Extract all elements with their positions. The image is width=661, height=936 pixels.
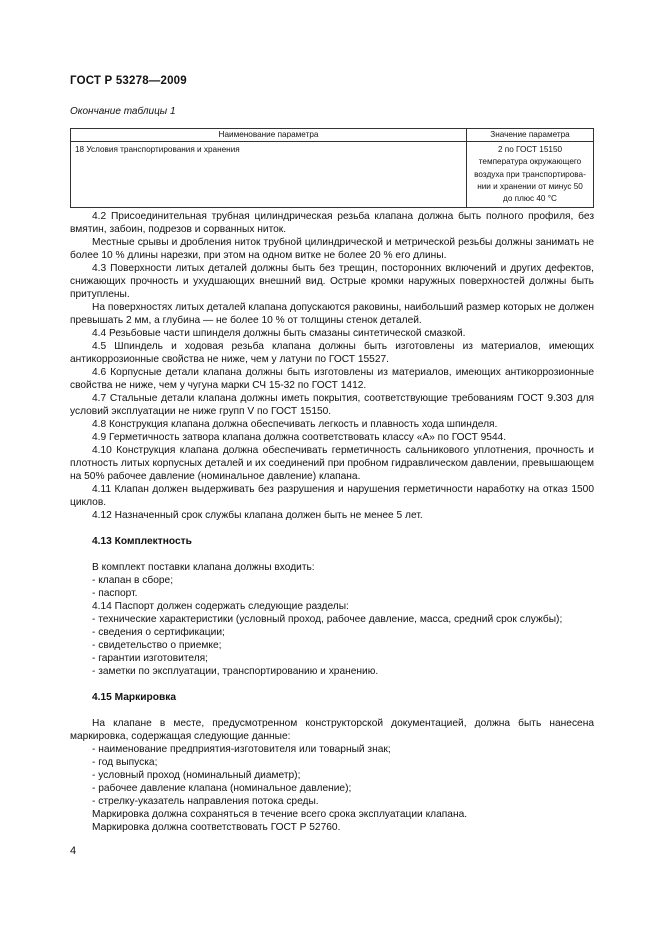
list-item: - клапан в сборе;	[92, 575, 174, 586]
value-line: до плюс 40 °С	[503, 194, 557, 204]
document-body	[70, 210, 594, 834]
list-item: - технические характеристики (условный проход, рабочее давление, масса, средний срок службы);	[92, 614, 563, 625]
list-item: - стрелку-указатель направления потока среды.	[92, 796, 319, 807]
table-header-row	[71, 129, 594, 142]
list-item: - паспорт.	[92, 588, 138, 599]
list-item: - свидетельство о приемке;	[92, 640, 222, 651]
table-cell-name: 18 Условия транспортирования и хранения	[71, 142, 467, 208]
value-line: температура окружающего	[478, 157, 582, 167]
paragraph: На поверхностях литых деталей клапана допускаются раковины, наибольший размер которых не должен превышать 2 мм, а глубина — не более 10 % от толщины стенок деталей.	[70, 302, 594, 326]
table-cell-value	[467, 142, 594, 208]
paragraph: 4.9 Герметичность затвора клапана должна соответствовать классу «А» по ГОСТ 9544.	[92, 432, 507, 443]
paragraph: 4.5 Шпиндель и ходовая резьба клапана должны быть изготовлены из материалов, имеющих антикоррозионные свойства не ниже, чем у латуни по ГОСТ 15527.	[70, 341, 594, 365]
section-heading-marking: 4.15 Маркировка	[92, 692, 176, 703]
paragraph: 4.6 Корпусные детали клапана должны быть изготовлены из материалов, имеющих антикоррозионные свойства не ниже, чем у чугуна марки СЧ 15-32 по ГОСТ 1412.	[70, 367, 594, 391]
column-header-value: Значение параметра	[467, 129, 594, 142]
paragraph: Маркировка должна сохраняться в течение всего срока эксплуатации клапана.	[92, 809, 468, 820]
document-code-header: ГОСТ Р 53278—2009	[70, 75, 187, 87]
paragraph: 4.8 Конструкция клапана должна обеспечивать легкость и плавность хода шпинделя.	[92, 419, 498, 430]
list-item: - год выпуска;	[92, 757, 158, 768]
page-number: 4	[70, 845, 77, 857]
paragraph: 4.7 Стальные детали клапана должны иметь покрытия, соответствующие требованиям ГОСТ 9.303 для условий эксплуатации не ниже групп V по ГОСТ 15150.	[70, 393, 594, 417]
list-item: - гарантии изготовителя;	[92, 653, 209, 664]
paragraph: 4.3 Поверхности литых деталей должны быть без трещин, посторонних включений и других дефектов, снижающих прочность и ухудшающих внешний вид. Острые кромки наружных поверхностей должны быть притуплены.	[70, 263, 594, 300]
paragraph: 4.4 Резьбовые части шпинделя должны быть смазаны синтетической смазкой.	[92, 328, 466, 339]
parameters-table	[70, 128, 594, 208]
column-header-name: Наименование параметра	[71, 129, 467, 142]
list-item: - рабочее давление клапана (номинальное давление);	[92, 783, 352, 794]
table-row	[71, 142, 594, 208]
section-heading-completeness: 4.13 Комплектность	[92, 536, 192, 547]
list-item: - условный проход (номинальный диаметр);	[92, 770, 301, 781]
list-item: - заметки по эксплуатации, транспортированию и хранению.	[92, 666, 379, 677]
table-caption: Окончание таблицы 1	[70, 106, 176, 117]
list-item: - сведения о сертификации;	[92, 627, 225, 638]
value-line: воздуха при транспортирова-	[474, 169, 586, 179]
paragraph: На клапане в месте, предусмотренном конструкторской документацией, должна быть нанесена маркировка, содержащая следующие данные:	[70, 718, 594, 742]
value-line: 2 по ГОСТ 15150	[497, 145, 563, 155]
list-item: - наименование предприятия-изготовителя или товарный знак;	[92, 744, 391, 755]
paragraph: Местные срывы и дробления ниток трубной цилиндрической и метрической резьбы должны занимать не более 10 % длины нарезки, при этом на одном витке не более 20 % его длины.	[70, 237, 594, 261]
paragraph: Маркировка должна соответствовать ГОСТ Р 52760.	[92, 822, 341, 833]
paragraph: 4.11 Клапан должен выдерживать без разрушения и нарушения герметичности наработку на отказ 1500 циклов.	[70, 484, 594, 508]
paragraph: 4.14 Паспорт должен содержать следующие разделы:	[92, 601, 349, 612]
paragraph: В комплект поставки клапана должны входить:	[92, 562, 315, 573]
paragraph: 4.12 Назначенный срок службы клапана должен быть не менее 5 лет.	[92, 510, 423, 521]
paragraph: 4.10 Конструкция клапана должна обеспечивать герметичность сальникового уплотнения, прочность и плотность литых корпусных деталей и их соединений при пробном гидравлическом давлении, превышающем на 50% рабочее давление (номинальное давление) клапана.	[70, 445, 594, 482]
paragraph: 4.2 Присоединительная трубная цилиндрическая резьба клапана должна быть полного профиля, без вмятин, забоин, подрезов и сорванных ниток.	[70, 211, 594, 235]
value-line: нии и хранении от минус 50	[477, 181, 583, 191]
